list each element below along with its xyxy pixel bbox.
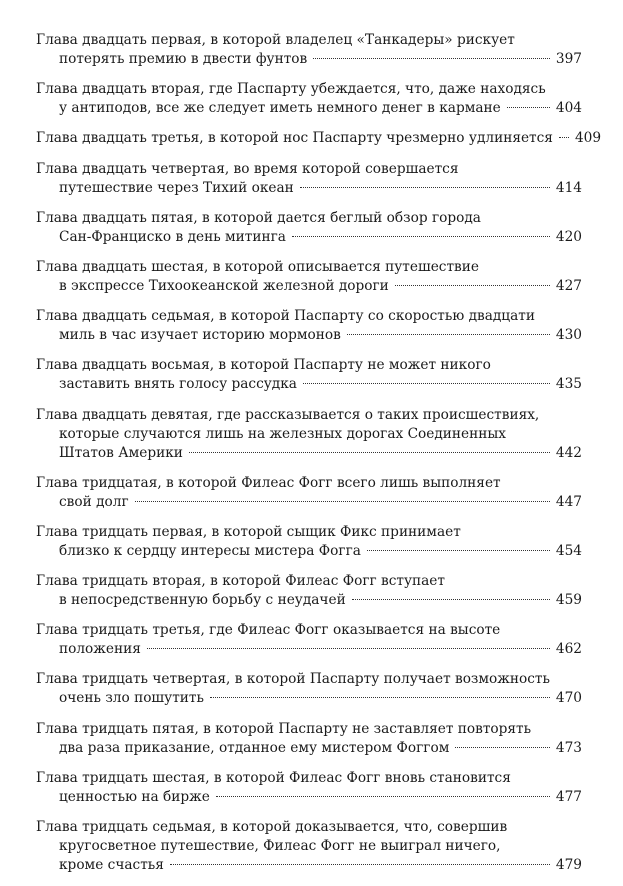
- toc-entry-line: Глава двадцать первая, в которой владелец «Танкадеры» рискует: [36, 32, 515, 48]
- page-number: 404: [555, 100, 582, 117]
- toc-entry: [36, 720, 582, 758]
- toc-entry-line: миль в час изучает историю мормонов: [59, 327, 341, 344]
- toc-entry-line: Глава двадцать четвертая, во время которой совершается: [36, 160, 459, 177]
- table-of-contents: [36, 31, 602, 886]
- toc-entry-line: кроме счастья: [59, 857, 164, 873]
- dot-leader: [216, 796, 550, 797]
- toc-entry: [36, 621, 582, 659]
- toc-entry-line: в экспрессе Тихоокеанской железной дороги: [59, 277, 389, 294]
- dot-leader: [559, 137, 569, 138]
- dot-leader: [395, 285, 550, 286]
- toc-entry-line: положения: [59, 641, 141, 658]
- toc-entry: [36, 80, 582, 118]
- page-number: 459: [555, 592, 582, 609]
- page-number: 420: [555, 228, 582, 245]
- toc-entry-line: Штатов Америки: [59, 444, 183, 461]
- toc-entry: [36, 769, 582, 807]
- page-number: 397: [555, 51, 582, 67]
- toc-entry: [36, 209, 582, 247]
- dot-leader: [189, 452, 550, 453]
- page-number: 427: [555, 277, 582, 294]
- dot-leader: [292, 236, 550, 237]
- dot-leader: [347, 334, 550, 335]
- toc-entry-line: Глава двадцать девятая, где рассказывается о таких происшествиях,: [36, 406, 540, 423]
- toc-entry: [36, 670, 582, 708]
- toc-entry-line: Глава тридцать вторая, в которой Филеас Фогг вступает: [36, 573, 445, 590]
- page-number: 479: [555, 857, 582, 873]
- page-number: 454: [555, 542, 582, 559]
- toc-entry-line: Глава тридцать первая, в которой сыщик Фикс принимает: [36, 523, 461, 540]
- toc-entry: [36, 160, 582, 198]
- page-number: 447: [555, 493, 582, 510]
- page-number: 473: [555, 739, 582, 756]
- toc-entry-line: близко к сердцу интересы мистера Фогга: [59, 542, 361, 559]
- dot-leader: [455, 747, 549, 748]
- dot-leader: [170, 864, 550, 865]
- dot-leader: [507, 107, 550, 108]
- toc-entry-line: Глава двадцать седьмая, в которой Паспарту со скоростью двадцати: [36, 308, 535, 325]
- toc-entry-line: Глава двадцать восьмая, в которой Паспарту не может никого: [36, 357, 491, 374]
- page-number: 470: [555, 690, 582, 707]
- toc-entry: [36, 406, 582, 463]
- dot-leader: [135, 501, 550, 502]
- toc-entry-line: Глава двадцать шестая, в которой описывается путешествие: [36, 258, 479, 275]
- page-number: 477: [555, 788, 582, 805]
- toc-entry-line: Глава тридцать пятая, в которой Паспарту не заставляет повторять: [36, 720, 532, 737]
- toc-entry: [36, 307, 582, 345]
- page-number: 409: [574, 130, 602, 147]
- dot-leader: [367, 550, 550, 551]
- dot-leader: [313, 58, 550, 59]
- dot-leader: [352, 599, 550, 600]
- page-number: 442: [555, 444, 582, 461]
- toc-entry: [36, 129, 602, 148]
- toc-entry: [36, 31, 582, 69]
- toc-entry-line: заставить внять голосу рассудка: [59, 376, 297, 393]
- toc-entry-line: в непосредственную борьбу с неудачей: [59, 592, 346, 609]
- toc-entry-line: очень зло пошутить: [59, 690, 204, 707]
- toc-entry-line: Глава двадцать пятая, в которой дается беглый обзор города: [36, 209, 481, 226]
- page-number: 435: [555, 376, 582, 393]
- toc-entry-line: свой долг: [59, 493, 129, 510]
- toc-entry-line: Глава тридцать шестая, в которой Филеас Фогг вновь становится: [36, 769, 511, 786]
- page-number: 430: [555, 327, 582, 344]
- toc-entry-line: которые случаются лишь на железных дорогах Соединенных: [59, 425, 507, 442]
- page-number: 414: [555, 179, 582, 196]
- toc-entry-line: потерять премию в двести фунтов: [59, 51, 308, 67]
- toc-entry-line: Сан-Франциско в день митинга: [59, 228, 286, 245]
- dot-leader: [210, 697, 550, 698]
- toc-entry-line: Глава двадцать вторая, где Паспарту убеждается, что, даже находясь: [36, 81, 546, 98]
- dot-leader: [147, 648, 550, 649]
- toc-entry-line: ценностью на бирже: [59, 788, 210, 805]
- toc-entry-line: кругосветное путешествие, Филеас Фогг не выиграл ничего,: [59, 838, 501, 854]
- dot-leader: [303, 383, 550, 384]
- toc-entry: [36, 356, 582, 394]
- toc-entry-line: Глава тридцатая, в которой Филеас Фогг всего лишь выполняет: [36, 474, 501, 491]
- toc-entry: [36, 474, 582, 512]
- toc-entry-line: два раза приказание, отданное ему мистером Фоггом: [59, 739, 450, 756]
- toc-entry-line: у антиподов, все же следует иметь немного денег в кармане: [59, 100, 501, 117]
- toc-entry: [36, 258, 582, 296]
- toc-entry-line: Глава тридцать третья, где Филеас Фогг оказывается на высоте: [36, 622, 501, 639]
- toc-entry-line: Глава двадцать третья, в которой нос Паспарту чрезмерно удлиняется: [36, 130, 553, 147]
- toc-entry-line: путешествие через Тихий океан: [59, 179, 294, 196]
- toc-entry-line: Глава тридцать седьмая, в которой доказывается, что, совершив: [36, 819, 508, 835]
- dot-leader: [300, 187, 550, 188]
- page-number: 462: [555, 641, 582, 658]
- toc-entry: [36, 572, 582, 610]
- toc-entry: [36, 523, 582, 561]
- toc-entry: [36, 818, 582, 875]
- toc-entry-line: Глава тридцать четвертая, в которой Паспарту получает возможность: [36, 671, 550, 688]
